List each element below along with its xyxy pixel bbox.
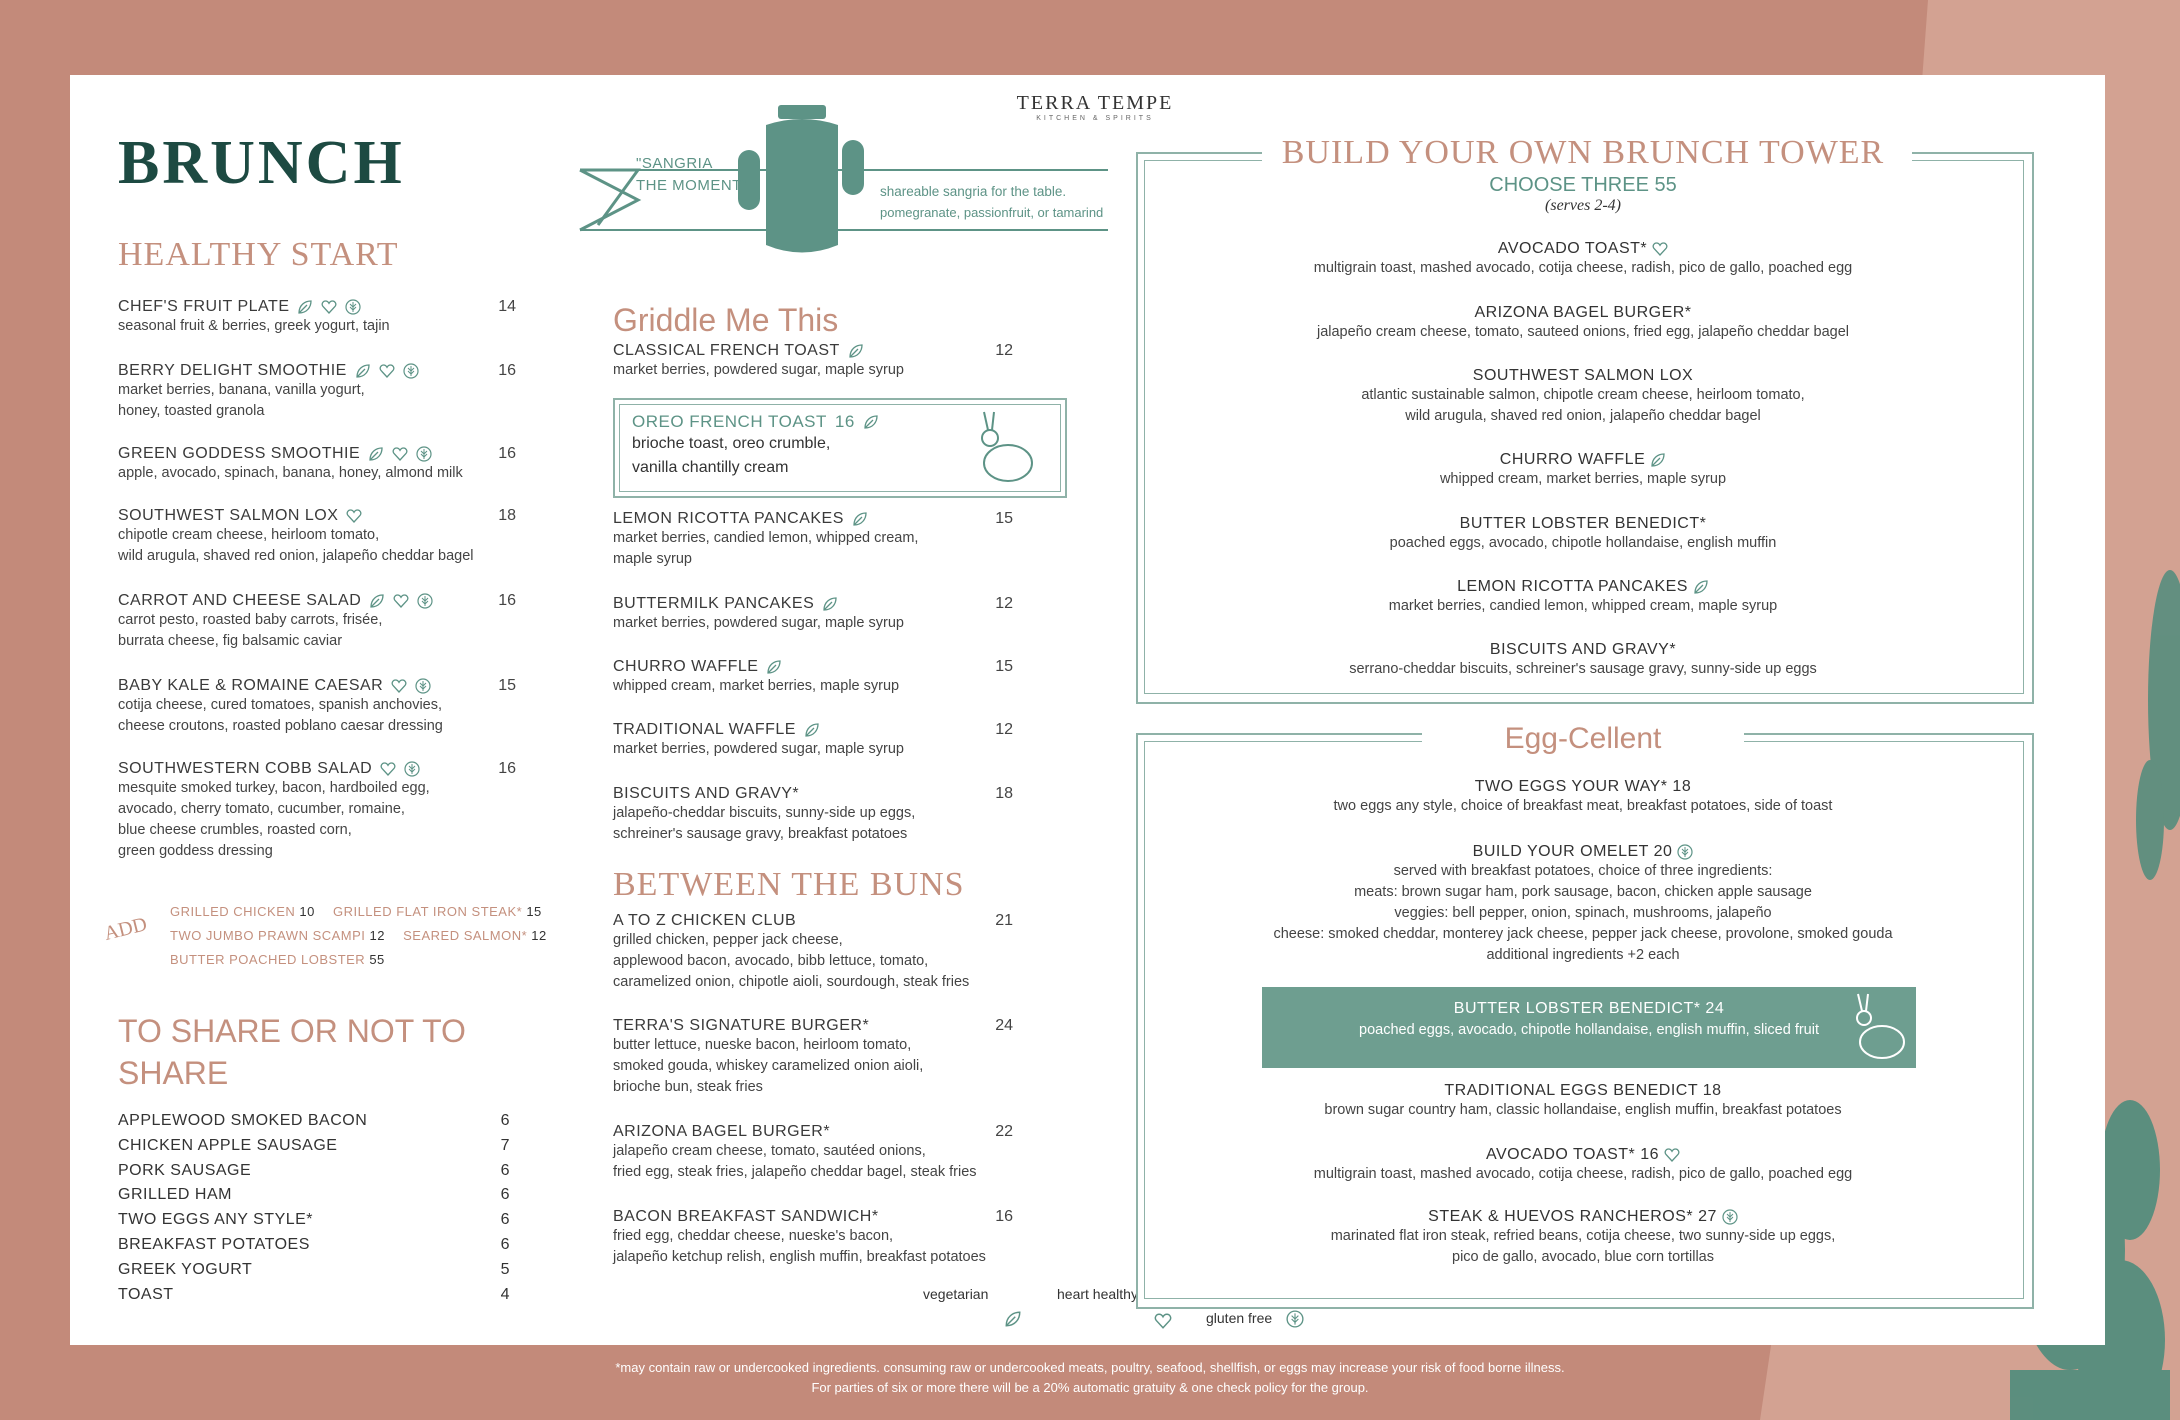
item-name-row xyxy=(1213,240,1953,258)
item-price: 16 xyxy=(498,445,516,462)
menu-item xyxy=(118,445,516,484)
item-name: CHURRO WAFFLE xyxy=(1499,451,1646,468)
add-flat-iron-steak: GRILLED FLAT IRON STEAK* xyxy=(332,904,523,919)
menu-item xyxy=(118,507,516,567)
menu-item xyxy=(613,595,1013,634)
share-item xyxy=(118,1112,510,1130)
gluten-free-icon xyxy=(1677,844,1693,860)
item-price: 22 xyxy=(995,1123,1013,1140)
add-row-2 xyxy=(170,924,547,948)
menu-item xyxy=(613,658,1013,697)
item-desc-line: market berries, powdered sugar, maple syrup xyxy=(613,741,904,757)
item-desc xyxy=(1213,1100,1953,1121)
item-desc-line: mesquite smoked turkey, bacon, hardboiled egg, xyxy=(118,780,430,796)
item-desc xyxy=(118,695,516,737)
menu-item xyxy=(613,342,1013,381)
item-name-row xyxy=(1213,451,1953,469)
item-desc-line: caramelized onion, chipotle aioli, sourdough, steak fries xyxy=(613,974,970,990)
item-desc xyxy=(1213,1226,1953,1268)
footer-disclaimer: *may contain raw or undercooked ingredients. consuming raw or undercooked meats, poultry, seafood, shellfish, or eggs may increase your risk of food borne illness. xyxy=(615,1360,1565,1375)
item-name-row xyxy=(613,1017,1013,1035)
item-desc-line: grilled chicken, pepper jack cheese, xyxy=(613,932,843,948)
item-desc-line: butter lettuce, nueske bacon, heirloom tomato, xyxy=(613,1037,912,1053)
item-name: TRADITIONAL EGGS BENEDICT 18 xyxy=(1444,1082,1722,1099)
item-desc xyxy=(613,803,1013,845)
item-desc xyxy=(613,676,1013,697)
item-desc xyxy=(613,1226,1013,1268)
item-name: ARIZONA BAGEL BURGER* xyxy=(1474,304,1692,321)
item-name-row xyxy=(613,510,1013,528)
item-desc-line: avocado, cherry tomato, cucumber, romaine, xyxy=(118,801,405,817)
item-price: 16 xyxy=(498,592,516,609)
add-prawn-scampi: TWO JUMBO PRAWN SCAMPI xyxy=(170,928,366,943)
share-item-name: CHICKEN APPLE SAUSAGE xyxy=(118,1136,338,1154)
item-desc-line: maple syrup xyxy=(613,551,692,567)
item-desc xyxy=(613,1035,1013,1098)
menu-item xyxy=(118,362,516,422)
legend-gf-label: gluten free xyxy=(1206,1310,1273,1326)
item-name: BISCUITS AND GRAVY* xyxy=(613,785,800,802)
centered-menu-item xyxy=(1213,451,1953,490)
item-desc-line: whipped cream, market berries, maple syrup xyxy=(1439,471,1727,487)
centered-menu-item xyxy=(1213,240,1953,279)
item-desc-line: brioche bun, steak fries xyxy=(613,1079,763,1095)
menu-item xyxy=(613,1017,1013,1098)
share-item-name: TOAST xyxy=(118,1285,174,1303)
item-name: STEAK & HUEVOS RANCHEROS* 27 xyxy=(1428,1208,1717,1225)
heart-healthy-icon xyxy=(1664,1147,1680,1163)
item-name: LEMON RICOTTA PANCAKES xyxy=(1457,578,1688,595)
page-title: BRUNCH xyxy=(118,129,405,197)
item-desc xyxy=(1213,659,1953,680)
item-desc xyxy=(1213,1164,1953,1185)
item-desc xyxy=(613,1141,1013,1183)
item-name: TWO EGGS YOUR WAY* 18 xyxy=(1474,778,1692,795)
item-price: 12 xyxy=(995,721,1013,738)
tower-serves: (serves 2-4) xyxy=(1545,197,1621,214)
item-price: 16 xyxy=(995,1208,1013,1225)
item-desc xyxy=(613,360,1013,381)
item-desc-line: apple, avocado, spinach, banana, honey, almond milk xyxy=(118,465,463,481)
legend-vegetarian-label: vegetarian xyxy=(923,1286,989,1302)
item-desc xyxy=(1213,533,1953,554)
item-name: CLASSICAL FRENCH TOAST xyxy=(613,342,840,359)
item-name-row xyxy=(613,658,1013,676)
item-name: BACON BREAKFAST SANDWICH* xyxy=(613,1208,879,1225)
centered-menu-item xyxy=(1213,843,1953,966)
item-desc xyxy=(1213,469,1953,490)
item-desc-line: meats: brown sugar ham, pork sausage, bacon, chicken apple sausage xyxy=(1354,884,1812,900)
item-desc xyxy=(118,778,516,862)
sangria-desc-line1: shareable sangria for the table. xyxy=(880,184,1067,199)
item-name-row xyxy=(1213,778,1953,796)
share-item-price: 6 xyxy=(500,1211,510,1229)
item-price: 12 xyxy=(995,595,1013,612)
item-desc xyxy=(1213,596,1953,617)
centered-menu-item xyxy=(1213,515,1953,554)
item-desc-line: schreiner's sausage gravy, breakfast potatoes xyxy=(613,826,908,842)
item-name: CHURRO WAFFLE xyxy=(613,658,759,675)
item-desc-line: applewood bacon, avocado, bibb lettuce, tomato, xyxy=(613,953,929,969)
item-price: 15 xyxy=(995,510,1013,527)
to-share-title-line1: TO SHARE OR NOT TO xyxy=(118,1013,466,1049)
heart-healthy-icon xyxy=(380,761,396,777)
heart-healthy-icon xyxy=(392,446,408,462)
legend-heart-icon xyxy=(1154,1312,1172,1330)
share-item xyxy=(118,1261,510,1279)
logo-subtext: KITCHEN & SPIRITS xyxy=(1036,115,1154,122)
item-name: BUTTERMILK PANCAKES xyxy=(613,595,815,612)
item-desc-line: cotija cheese, cured tomatoes, spanish anchovies, xyxy=(118,697,443,713)
item-desc-line: marinated flat iron steak, refried beans, cotija cheese, two sunny-side up eggs, xyxy=(1330,1228,1836,1244)
rabbit-icon xyxy=(970,408,1040,488)
item-name-row xyxy=(613,785,1013,803)
item-name: TERRA'S SIGNATURE BURGER* xyxy=(613,1017,870,1034)
item-desc-line: cheese: smoked cheddar, monterey jack cheese, pepper jack cheese, provolone, smoked gouda xyxy=(1273,926,1893,942)
sangria-title-line1: "SANGRIA xyxy=(636,155,713,172)
share-item xyxy=(118,1286,510,1304)
item-name-row xyxy=(613,1208,1013,1226)
menu-item xyxy=(613,785,1013,845)
oreo-feature-desc xyxy=(632,432,932,480)
item-name: BUTTER LOBSTER BENEDICT* xyxy=(1459,515,1707,532)
add-grilled-chicken: GRILLED CHICKEN xyxy=(170,904,296,919)
centered-menu-item xyxy=(1213,641,1953,680)
cactus-edge-illustration xyxy=(2130,540,2180,960)
item-name: BUILD YOUR OMELET 20 xyxy=(1472,843,1673,860)
legend-vegetarian-icon xyxy=(1004,1310,1022,1328)
share-item xyxy=(118,1236,510,1254)
gluten-free-icon xyxy=(417,593,433,609)
item-desc-line: wild arugula, shaved red onion, jalapeño cheddar bagel xyxy=(118,548,474,564)
item-desc-line: poached eggs, avocado, chipotle hollandaise, english muffin xyxy=(1389,535,1777,551)
item-name: AVOCADO TOAST* 16 xyxy=(1486,1146,1660,1163)
menu-item xyxy=(613,721,1013,760)
item-desc-line: market berries, powdered sugar, maple syrup xyxy=(613,362,904,378)
item-name: BERRY DELIGHT SMOOTHIE xyxy=(118,362,347,379)
share-item-price: 6 xyxy=(500,1161,510,1179)
item-price: 16 xyxy=(498,760,516,777)
item-desc xyxy=(1213,861,1953,966)
item-desc xyxy=(1213,385,1953,427)
menu-item xyxy=(613,510,1013,570)
item-desc-line: seasonal fruit & berries, greek yogurt, tajin xyxy=(118,318,390,334)
item-name-row xyxy=(613,721,1013,739)
share-item-price: 4 xyxy=(500,1285,510,1303)
legend-gluten-free-icon xyxy=(1286,1310,1304,1328)
item-desc-line: brown sugar country ham, classic hollandaise, english muffin, breakfast potatoes xyxy=(1324,1102,1842,1118)
item-name-row xyxy=(1213,1082,1953,1100)
centered-menu-item xyxy=(1213,1146,1953,1185)
item-name: SOUTHWEST SALMON LOX xyxy=(118,507,339,524)
item-name-row xyxy=(1213,641,1953,659)
vegetarian-icon xyxy=(1650,452,1666,468)
menu-item xyxy=(118,677,516,737)
add-row-3 xyxy=(170,948,547,972)
item-price: 12 xyxy=(995,342,1013,359)
centered-menu-item xyxy=(1213,778,1953,817)
item-desc-line: chipotle cream cheese, heirloom tomato, xyxy=(118,527,380,543)
add-prawn-scampi-price: 12 xyxy=(369,928,385,943)
item-name-row xyxy=(613,1123,1013,1141)
item-name-row xyxy=(613,912,1013,930)
gluten-free-icon xyxy=(416,446,432,462)
add-flat-iron-steak-price: 15 xyxy=(526,904,542,919)
item-desc-line: market berries, candied lemon, whipped cream, xyxy=(613,530,919,546)
share-item-name: BREAKFAST POTATOES xyxy=(118,1236,310,1253)
item-name: TRADITIONAL WAFFLE xyxy=(613,721,796,738)
griddle-title: Griddle Me This xyxy=(613,302,839,338)
item-desc-line: fried egg, steak fries, jalapeño cheddar bagel, steak fries xyxy=(613,1164,977,1180)
heart-healthy-icon xyxy=(321,299,337,315)
item-name: A TO Z CHICKEN CLUB xyxy=(613,912,797,929)
item-name-row xyxy=(118,445,516,463)
item-name-row xyxy=(613,595,1013,613)
item-desc-line: multigrain toast, mashed avocado, cotija cheese, radish, pico de gallo, poached egg xyxy=(1313,260,1853,276)
item-name-row xyxy=(118,677,516,695)
item-name: BISCUITS AND GRAVY* xyxy=(1489,641,1677,658)
item-name-row xyxy=(118,362,516,380)
gluten-free-icon xyxy=(415,678,431,694)
item-name-row xyxy=(118,507,516,525)
add-grilled-chicken-price: 10 xyxy=(299,904,315,919)
vegetarian-icon xyxy=(297,299,313,315)
menu-item xyxy=(118,760,516,862)
share-item xyxy=(118,1186,510,1204)
centered-menu-item xyxy=(1213,1208,1953,1268)
item-desc-line: serrano-cheddar biscuits, schreiner's sausage gravy, sunny-side up eggs xyxy=(1349,661,1817,677)
egg-feature-name: BUTTER LOBSTER BENEDICT* 24 xyxy=(1453,1000,1725,1017)
item-desc-line: honey, toasted granola xyxy=(118,403,265,419)
sangria-title-line2: THE MOMENT" xyxy=(636,177,748,194)
add-seared-salmon: SEARED SALMON* xyxy=(403,928,528,943)
item-desc xyxy=(118,380,516,422)
item-desc-line: jalapeño-cheddar biscuits, sunny-side up eggs, xyxy=(613,805,916,821)
share-item-name: GRILLED HAM xyxy=(118,1186,232,1204)
share-item xyxy=(118,1162,510,1180)
vegetarian-icon xyxy=(863,414,879,430)
vegetarian-icon xyxy=(852,511,868,527)
item-name: GREEN GODDESS SMOOTHIE xyxy=(118,445,361,462)
vegetarian-icon xyxy=(804,722,820,738)
item-desc xyxy=(118,316,516,337)
item-desc-line: jalapeño cream cheese, tomato, sautéed onions, xyxy=(613,1143,926,1159)
item-name-row xyxy=(118,592,516,610)
menu-item xyxy=(613,912,1013,993)
share-item xyxy=(118,1211,510,1229)
item-desc-line: wild arugula, shaved red onion, jalapeño cheddar bagel xyxy=(1405,408,1761,424)
item-desc-line: jalapeño cream cheese, tomato, sauteed onions, fried egg, jalapeño cheddar bagel xyxy=(1316,324,1850,340)
item-name: CHEF'S FRUIT PLATE xyxy=(118,298,290,315)
add-lobster: BUTTER POACHED LOBSTER xyxy=(170,952,366,967)
item-desc-line: multigrain toast, mashed avocado, cotija cheese, radish, pico de gallo, poached egg xyxy=(1313,1166,1853,1182)
legend-heart-label: heart healthy xyxy=(1057,1286,1138,1302)
item-desc-line: whipped cream, market berries, maple syrup xyxy=(613,678,900,694)
item-desc-line: two eggs any style, choice of breakfast meat, breakfast potatoes, side of toast xyxy=(1333,798,1833,814)
item-desc xyxy=(613,613,1013,634)
item-desc-line: blue cheese crumbles, roasted corn, xyxy=(118,822,352,838)
oreo-feature xyxy=(632,412,932,480)
oreo-feature-heading xyxy=(632,412,932,432)
item-name-row xyxy=(1213,304,1953,322)
item-name-row xyxy=(118,298,516,316)
item-desc-line: veggies: bell pepper, onion, spinach, mushrooms, jalapeño xyxy=(1394,905,1772,921)
vegetarian-icon xyxy=(822,596,838,612)
item-desc xyxy=(613,739,1013,760)
item-name-row xyxy=(1213,367,1953,385)
item-name-row xyxy=(118,760,516,778)
item-name: LEMON RICOTTA PANCAKES xyxy=(613,510,844,527)
item-price: 15 xyxy=(995,658,1013,675)
vegetarian-icon xyxy=(368,446,384,462)
item-price: 18 xyxy=(995,785,1013,802)
tower-title: BUILD YOUR OWN BRUNCH TOWER xyxy=(1281,134,1885,171)
item-desc xyxy=(1213,796,1953,817)
item-desc-line: served with breakfast potatoes, choice of three ingredients: xyxy=(1393,863,1773,879)
item-desc-line: market berries, banana, vanilla yogurt, xyxy=(118,382,365,398)
sangria-description xyxy=(880,181,1103,223)
item-name-row xyxy=(1213,515,1953,533)
item-name-row xyxy=(613,342,1013,360)
oreo-feature-price: 16 xyxy=(834,412,855,431)
share-item xyxy=(118,1137,510,1155)
centered-menu-item xyxy=(1213,367,1953,427)
egg-feature-desc: poached eggs, avocado, chipotle hollandaise, english muffin, sliced fruit xyxy=(1359,1022,1819,1038)
item-desc xyxy=(118,525,516,567)
menu-item xyxy=(613,1123,1013,1183)
item-name-row xyxy=(1213,843,1953,861)
item-price: 14 xyxy=(498,298,516,315)
gluten-free-icon xyxy=(403,363,419,379)
item-desc-line: market berries, candied lemon, whipped cream, maple syrup xyxy=(1388,598,1778,614)
add-lobster-price: 55 xyxy=(369,952,385,967)
item-price: 18 xyxy=(498,507,516,524)
heart-healthy-icon xyxy=(391,678,407,694)
vegetarian-icon xyxy=(1693,579,1709,595)
vegetarian-icon xyxy=(369,593,385,609)
oreo-feature-name: OREO FRENCH TOAST xyxy=(632,412,827,431)
item-desc-line: green goddess dressing xyxy=(118,843,273,859)
add-seared-salmon-price: 12 xyxy=(531,928,547,943)
to-share-title-line2: SHARE xyxy=(118,1055,229,1091)
share-item-price: 7 xyxy=(500,1136,510,1154)
item-desc-line: fried egg, cheddar cheese, nueske's bacon, xyxy=(613,1228,894,1244)
footer-gratuity: For parties of six or more there will be a 20% automatic gratuity & one check policy for the group. xyxy=(811,1380,1369,1395)
to-share-title xyxy=(118,1010,466,1094)
share-item-price: 6 xyxy=(500,1236,510,1253)
logo-text: TERRA TEMPE xyxy=(1016,92,1174,114)
menu-item xyxy=(613,1208,1013,1268)
share-item-price: 5 xyxy=(500,1260,510,1278)
item-price: 24 xyxy=(995,1017,1013,1034)
healthy-start-title: HEALTHY START xyxy=(118,236,399,273)
item-desc-line: additional ingredients +2 each xyxy=(1486,947,1680,963)
centered-menu-item xyxy=(1213,304,1953,343)
item-desc xyxy=(1213,258,1953,279)
add-ons xyxy=(170,900,547,972)
buns-title: BETWEEN THE BUNS xyxy=(613,866,965,903)
gluten-free-icon xyxy=(345,299,361,315)
item-desc xyxy=(613,528,1013,570)
share-item-name: GREEK YOGURT xyxy=(118,1260,253,1278)
item-price: 16 xyxy=(498,362,516,379)
item-desc-line: cheese croutons, roasted poblano caesar dressing xyxy=(118,718,443,734)
item-desc xyxy=(613,930,1013,993)
gluten-free-icon xyxy=(1722,1209,1738,1225)
item-name-row xyxy=(1213,1146,1953,1164)
share-item-name: PORK SAUSAGE xyxy=(118,1161,252,1179)
heart-healthy-icon xyxy=(1652,241,1668,257)
menu-item xyxy=(118,298,516,337)
menu-item xyxy=(118,592,516,652)
sangria-desc-line2: pomegranate, passionfruit, or tamarind xyxy=(880,205,1104,220)
share-item-name: TWO EGGS ANY STYLE* xyxy=(118,1211,314,1229)
share-item-price: 6 xyxy=(500,1112,510,1129)
item-desc xyxy=(118,463,516,484)
add-row-1 xyxy=(170,900,547,924)
item-desc-line: burrata cheese, fig balsamic caviar xyxy=(118,633,343,649)
oreo-feature-desc-line2: vanilla chantilly cream xyxy=(632,459,789,476)
item-name: SOUTHWESTERN COBB SALAD xyxy=(118,760,373,777)
heart-healthy-icon xyxy=(346,508,362,524)
add-label: ADD xyxy=(101,913,150,945)
item-desc-line: market berries, powdered sugar, maple syrup xyxy=(613,615,904,631)
centered-menu-item xyxy=(1213,578,1953,617)
item-name: AVOCADO TOAST* xyxy=(1497,240,1648,257)
sangria-title xyxy=(636,153,748,197)
heart-healthy-icon xyxy=(379,363,395,379)
share-item-name: APPLEWOOD SMOKED BACON xyxy=(118,1112,368,1129)
tower-header xyxy=(1136,134,2030,215)
item-name-row xyxy=(1213,578,1953,596)
rabbit-feature-icon xyxy=(1846,990,1912,1066)
item-desc-line: jalapeño ketchup relish, english muffin, breakfast potatoes xyxy=(613,1249,986,1265)
item-desc-line: atlantic sustainable salmon, chipotle cream cheese, heirloom tomato, xyxy=(1361,387,1805,403)
item-desc-line: carrot pesto, roasted baby carrots, frisée, xyxy=(118,612,383,628)
item-price: 15 xyxy=(498,677,516,694)
gluten-free-icon xyxy=(404,761,420,777)
egg-title: Egg-Cellent xyxy=(1504,722,1662,755)
item-name: SOUTHWEST SALMON LOX xyxy=(1472,367,1694,384)
vegetarian-icon xyxy=(848,343,864,359)
item-name-row xyxy=(1213,1208,1953,1226)
vegetarian-icon xyxy=(766,659,782,675)
centered-menu-item xyxy=(1213,1082,1953,1121)
share-item-price: 6 xyxy=(500,1186,510,1204)
egg-feature xyxy=(1262,1000,1916,1038)
item-desc xyxy=(1213,322,1953,343)
item-name: BABY KALE & ROMAINE CAESAR xyxy=(118,677,384,694)
item-desc-line: pico de gallo, avocado, blue corn tortillas xyxy=(1452,1249,1714,1265)
item-desc-line: smoked gouda, whiskey caramelized onion aioli, xyxy=(613,1058,924,1074)
item-name: ARIZONA BAGEL BURGER* xyxy=(613,1123,831,1140)
heart-healthy-icon xyxy=(393,593,409,609)
item-name: CARROT AND CHEESE SALAD xyxy=(118,592,362,609)
vegetarian-icon xyxy=(355,363,371,379)
tower-subtitle: CHOOSE THREE 55 xyxy=(1489,174,1677,196)
item-price: 21 xyxy=(995,912,1013,929)
item-desc xyxy=(118,610,516,652)
oreo-feature-desc-line1: brioche toast, oreo crumble, xyxy=(632,435,831,452)
